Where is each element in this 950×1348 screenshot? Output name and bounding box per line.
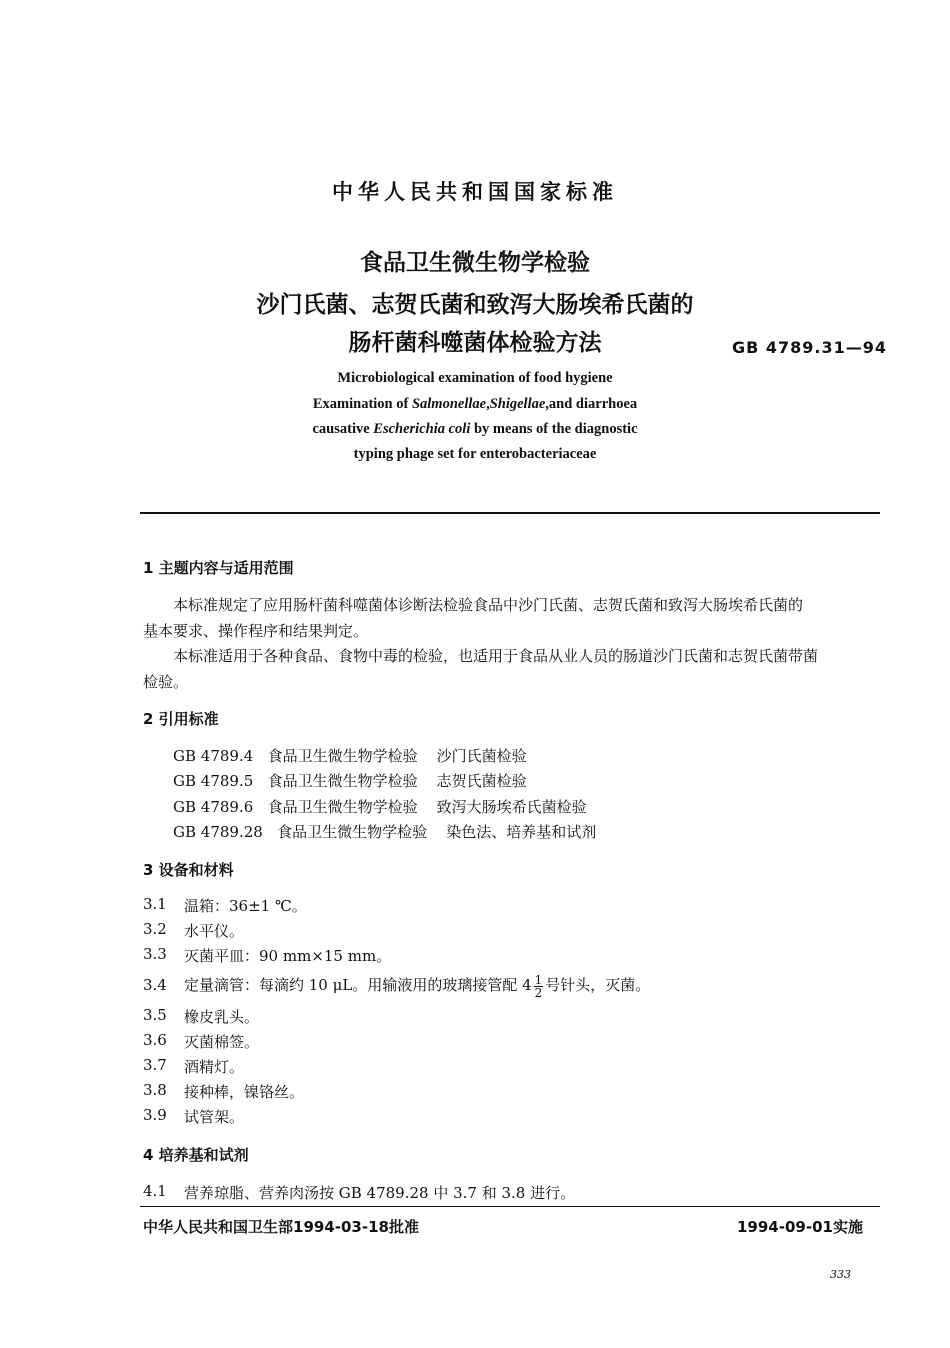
top-divider bbox=[140, 512, 880, 514]
en-title-line-2: Examination of Salmonellae,Shigellae,and diarrhoea bbox=[312, 396, 638, 412]
section-3-title: 3 设备和材料 bbox=[143, 861, 234, 879]
item-number: 3.5 bbox=[143, 1006, 167, 1024]
item-number: 4.1 bbox=[143, 1182, 167, 1200]
item-text: 灭菌棉签。 bbox=[184, 1033, 260, 1051]
en-title-line-1: Microbiological examination of food hygiene bbox=[337, 370, 613, 386]
item-text: 水平仪。 bbox=[184, 922, 245, 940]
item-text: 灭菌平皿：90 mm×15 mm。 bbox=[184, 947, 392, 965]
reference-row: GB 4789.6 食品卫生微生物学检验 致泻大肠埃希氏菌检验 bbox=[173, 798, 587, 816]
item-number: 3.4 bbox=[143, 976, 167, 994]
cn-title-line-2: 沙门氏菌、志贺氏菌和致泻大肠埃希氏菌的 bbox=[256, 292, 694, 318]
implementation-date: 1994-09-01实施 bbox=[737, 1218, 863, 1236]
reference-row: GB 4789.5 食品卫生微生物学检验 志贺氏菌检验 bbox=[173, 772, 527, 790]
section-2-title: 2 引用标准 bbox=[143, 710, 219, 728]
item-number: 3.9 bbox=[143, 1106, 167, 1124]
national-standard-header: 中华人民共和国国家标准 bbox=[332, 180, 618, 204]
item-text: 营养琼脂、营养肉汤按 GB 4789.28 中 3.7 和 3.8 进行。 bbox=[184, 1184, 576, 1202]
reference-row: GB 4789.4 食品卫生微生物学检验 沙门氏菌检验 bbox=[173, 747, 527, 765]
section-1-title: 1 主题内容与适用范围 bbox=[143, 559, 294, 577]
section-1-paragraph-2: 本标准适用于各种食品、食物中毒的检验，也适用于食品从业人员的肠道沙门氏菌和志贺氏菌带菌 检验。 bbox=[143, 647, 819, 691]
item-text: 接种棒，镍铬丝。 bbox=[184, 1083, 305, 1101]
item-number: 3.2 bbox=[143, 920, 167, 938]
item-text: 橡皮乳头。 bbox=[184, 1008, 260, 1026]
page-number: 333 bbox=[830, 1268, 851, 1281]
item-number: 3.1 bbox=[143, 895, 167, 913]
cn-title-line-3: 肠杆菌科噬菌体检验方法 bbox=[348, 330, 602, 356]
bottom-divider bbox=[140, 1206, 880, 1207]
item-number: 3.8 bbox=[143, 1081, 167, 1099]
item-text: 定量滴管：每滴约 10 μL。用输液用的玻璃接管配 4 $\frac{1}{2}$ 号针头，灭菌。 bbox=[184, 972, 651, 1000]
item-text: 试管架。 bbox=[184, 1108, 245, 1126]
item-number: 3.3 bbox=[143, 945, 167, 963]
en-title-line-4: typing phage set for enterobacteriaceae bbox=[353, 446, 597, 462]
en-title-line-3: causative Escherichia coli by means of the diagnostic bbox=[312, 421, 638, 437]
reference-row: GB 4789.28 食品卫生微生物学检验 染色法、培养基和试剂 bbox=[173, 823, 597, 841]
section-4-title: 4 培养基和试剂 bbox=[143, 1146, 249, 1164]
item-number: 3.7 bbox=[143, 1056, 167, 1074]
section-1-paragraph-1: 本标准规定了应用肠杆菌科噬菌体诊断法检验食品中沙门氏菌、志贺氏菌和致泻大肠埃希氏菌的 基本要求、操作程序和结果判定。 bbox=[143, 596, 804, 640]
approval-line: 中华人民共和国卫生部1994-03-18批准 bbox=[143, 1218, 419, 1236]
standard-code: GB 4789.31—94 bbox=[732, 338, 888, 357]
item-text: 温箱：36±1 ℃。 bbox=[184, 897, 307, 915]
fraction-one-half: $\frac{1}{2}$ bbox=[534, 972, 543, 1000]
item-text: 酒精灯。 bbox=[184, 1058, 245, 1076]
cn-title-line-1: 食品卫生微生物学检验 bbox=[360, 250, 590, 276]
item-number: 3.6 bbox=[143, 1031, 167, 1049]
